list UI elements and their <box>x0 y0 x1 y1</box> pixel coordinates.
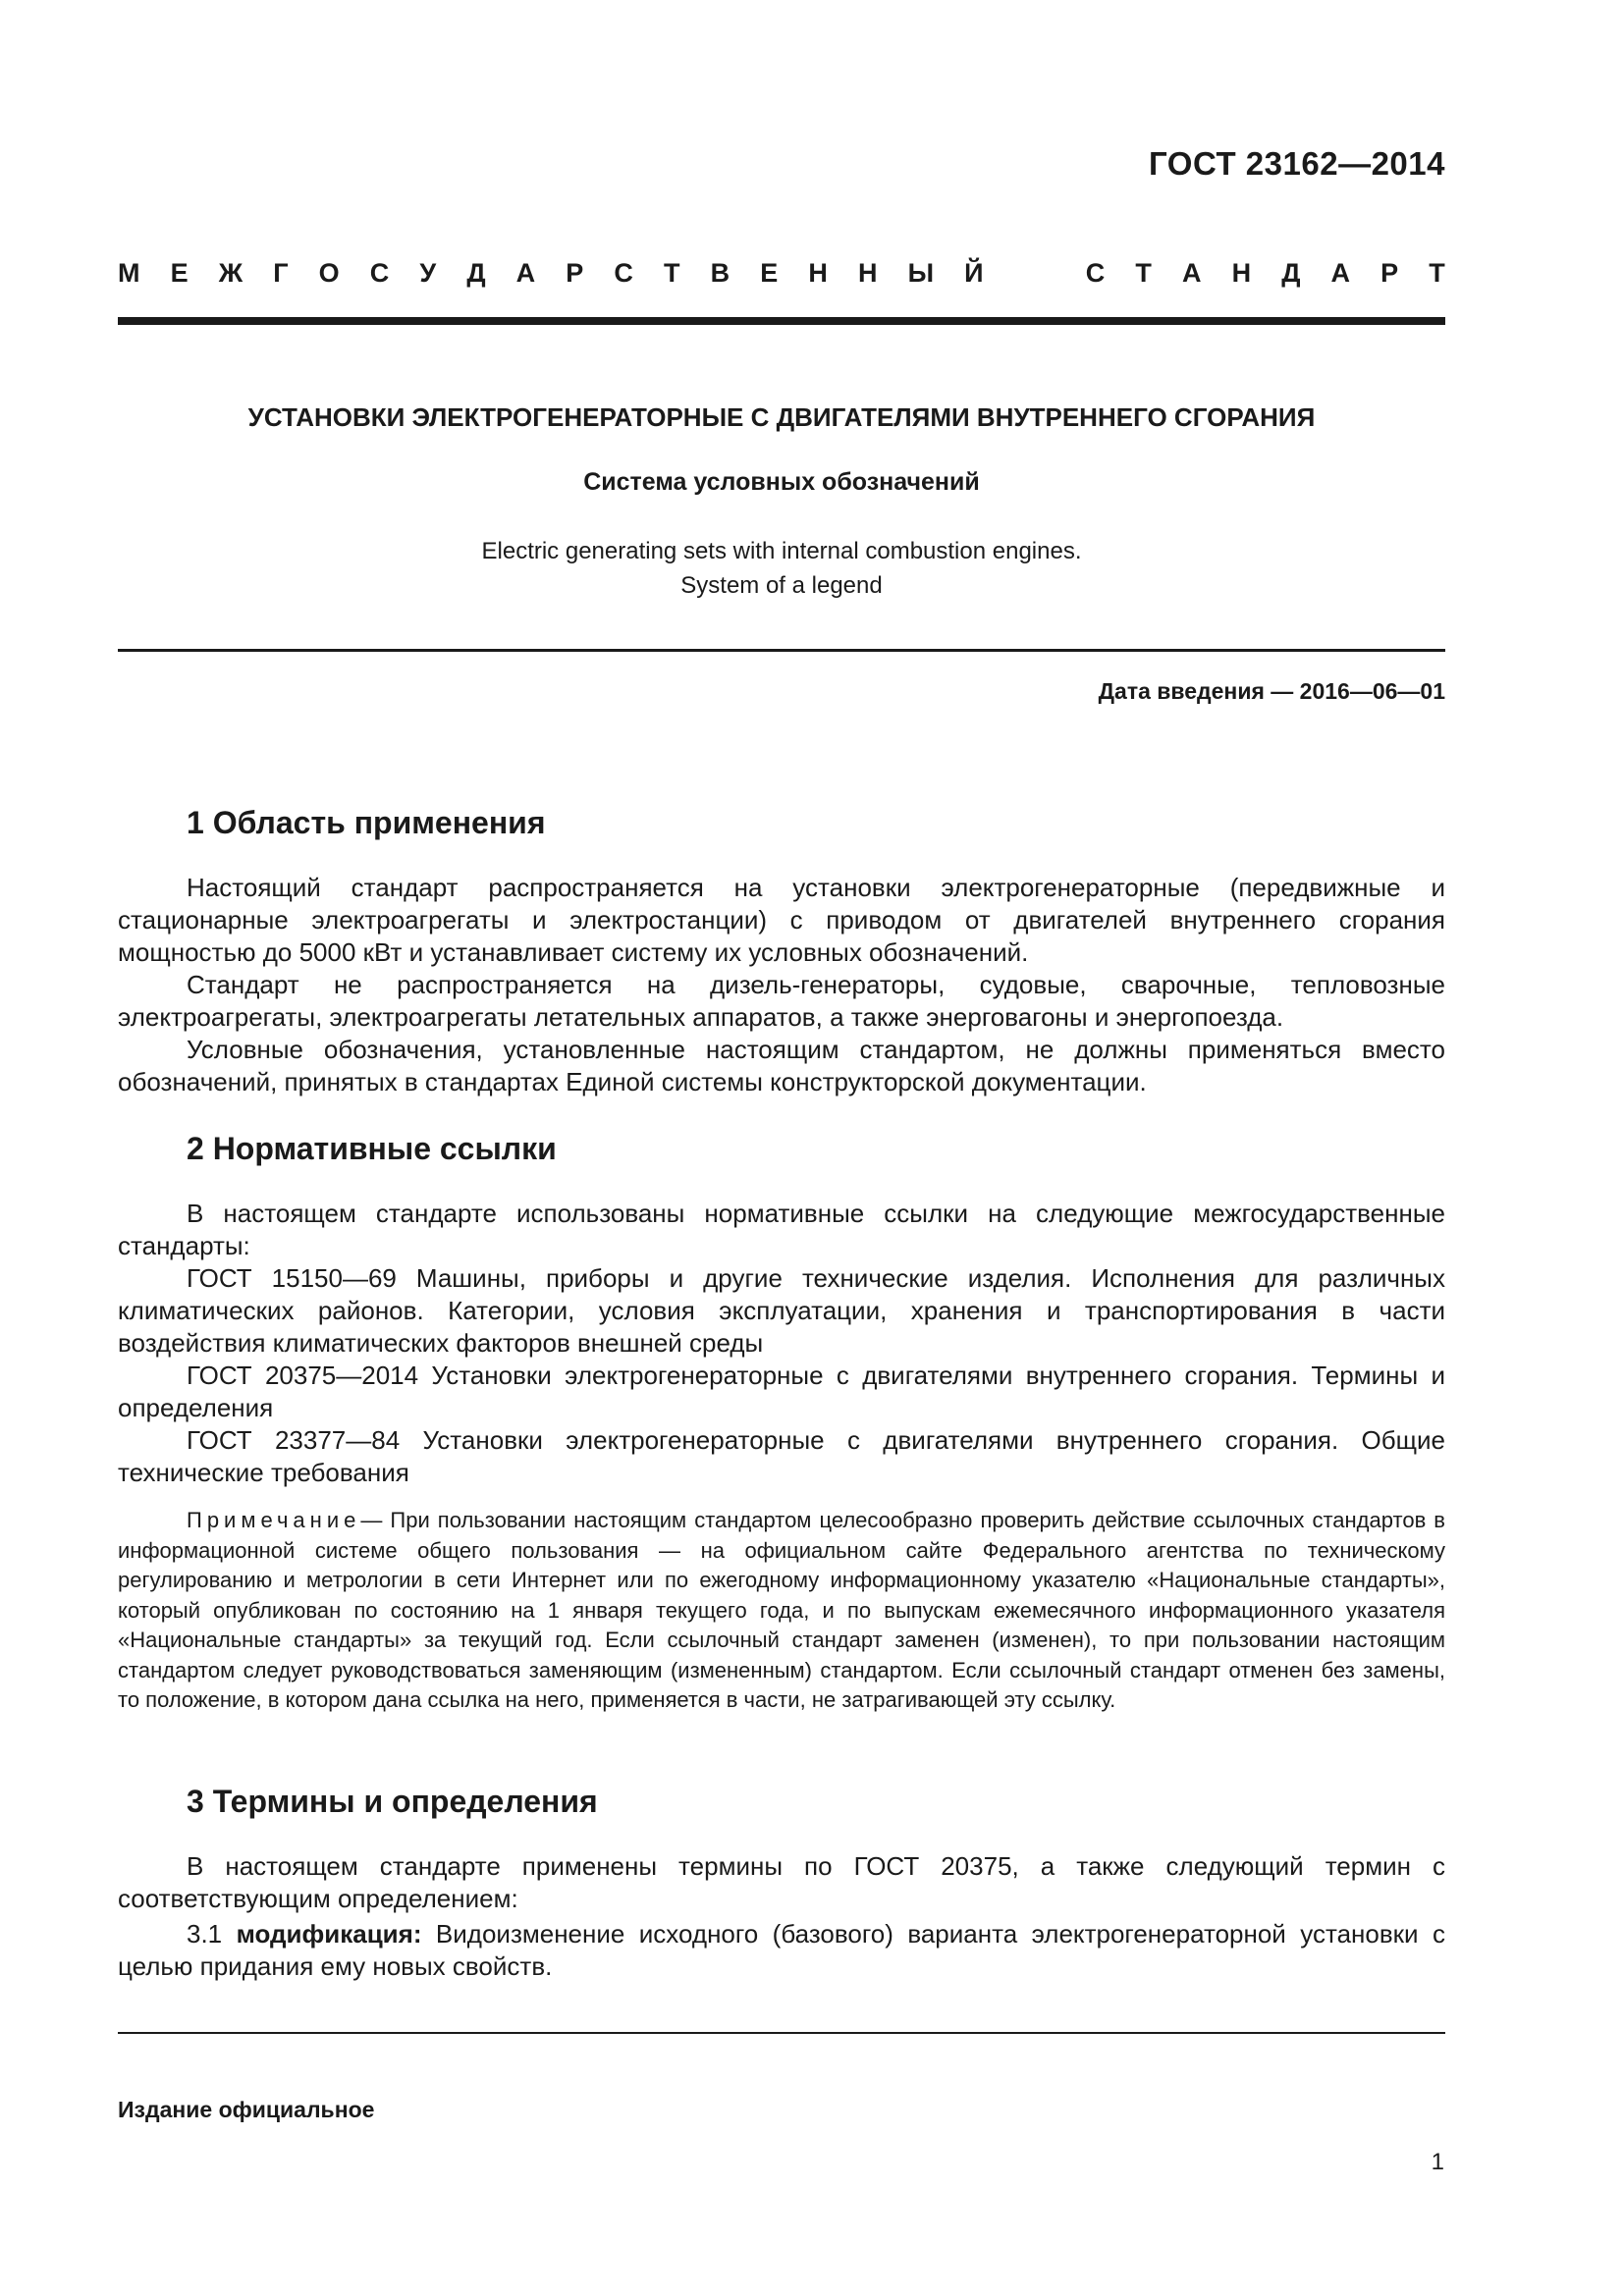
banner-letter: С <box>1085 258 1106 288</box>
banner-letter: Н <box>857 258 878 288</box>
note <box>118 1506 1445 1716</box>
paragraph: В настоящем стандарте использованы нормативные ссылки на следующие межгосударственные стандарты: <box>118 1199 1445 1260</box>
document-number: ГОСТ 23162—2014 <box>1149 145 1445 182</box>
reference-item: ГОСТ 20375—2014 Установки электрогенераторные с двигателями внутреннего сгорания. Термины и определения <box>118 1361 1445 1422</box>
term-number: 3.1 <box>187 1919 223 1949</box>
banner-letter: Г <box>273 258 289 288</box>
banner-letter: Е <box>170 258 189 288</box>
paragraph: Условные обозначения, установленные настоящим стандартом, не должны применяться вместо обозначений, принятых в стандартах Единой системы конструкторской документации. <box>118 1035 1445 1096</box>
banner-letter: В <box>710 258 730 288</box>
note-text: — При пользовании настоящим стандартом целесообразно проверить действие ссылочных стандартов в информационной системе общего пользования — на официальном сайте Федерального агентства по техническому регулированию и метрологии в сети Интернет или по ежегодному информационному указателю «Национальные стандарты», который опубликован по состоянию на 1 января текущего года, и по выпускам ежемесячного информационного указателя «Национальные стандарты» за текущий год. Если ссылочный стандарт заменен (изменен), то при пользовании настоящим стандартом следует руководствоваться заменяющим (измененным) стандартом. Если ссылочный стандарт отменен без замены, то положение, в котором дана ссылка на него, применяется в части, не затрагивающей эту ссылку. <box>118 1508 1445 1712</box>
introduction-date: Дата введения — 2016—06—01 <box>1098 678 1445 704</box>
banner-letter: А <box>1181 258 1202 288</box>
banner-letter: Ж <box>218 258 243 288</box>
section-heading: 2 Нормативные ссылки <box>187 1131 557 1166</box>
banner-letter: Е <box>760 258 779 288</box>
footer-divider <box>118 2032 1445 2034</box>
banner-letter: Н <box>808 258 828 288</box>
banner-letter: Р <box>1380 258 1399 288</box>
paragraph: В настоящем стандарте применены термины по ГОСТ 20375, а также следующий термин с соответствующим определением: <box>118 1851 1445 1913</box>
reference-item: ГОСТ 15150—69 Машины, приборы и другие технические изделия. Исполнения для различных климатических районов. Категории, условия эксплуатации, хранения и транспортирования в части воздействия климатических факторов внешней среды <box>118 1263 1445 1358</box>
banner-letter: А <box>515 258 536 288</box>
document-title: УСТАНОВКИ ЭЛЕКТРОГЕНЕРАТОРНЫЕ С ДВИГАТЕЛЯМИ ВНУТРЕННЕГО СГОРАНИЯ <box>247 402 1316 432</box>
definition: Видоизменение исходного (базового) варианта электрогенераторной установки с целью придания ему новых свойств. <box>118 1919 1445 1981</box>
note-label: Примечание <box>187 1508 361 1532</box>
paragraph: Стандарт не распространяется на дизель-генераторы, судовые, сварочные, тепловозные электроагрегаты, электроагрегаты летательных аппаратов, а также энерговагоны и энергопоезда. <box>118 970 1445 1032</box>
paragraph: Настоящий стандарт распространяется на установки электрогенераторные (передвижные и стационарные электроагрегаты и электростанции) с приводом от двигателей внутреннего сгорания мощностью до 5000 кВт и устанавливает систему их условных обозначений. <box>118 873 1445 967</box>
section-heading: 3 Термины и определения <box>187 1784 598 1819</box>
banner-letter: М <box>118 258 140 288</box>
banner-letter: Н <box>1231 258 1252 288</box>
banner-word-gap <box>1014 258 1055 289</box>
english-title <box>118 534 1445 603</box>
title-divider <box>118 649 1445 652</box>
banner-letter: Й <box>964 258 984 288</box>
banner-letter: Ы <box>907 258 935 288</box>
english-title-line: Electric generating sets with internal combustion engines. <box>481 538 1082 564</box>
banner-letter: Т <box>664 258 680 288</box>
banner-letter: С <box>369 258 390 288</box>
term: модификация: <box>236 1919 422 1949</box>
term-definition <box>118 1918 1445 1983</box>
standard-type-banner <box>118 258 1445 289</box>
banner-letter: Т <box>1429 258 1445 288</box>
banner-letter: У <box>419 258 437 288</box>
banner-letter: Д <box>1281 258 1301 288</box>
page-number: 1 <box>1431 2149 1444 2175</box>
banner-letter: О <box>318 258 340 288</box>
document-subtitle: Система условных обозначений <box>583 468 980 496</box>
header-divider <box>118 317 1445 325</box>
banner-letter: С <box>614 258 633 288</box>
banner-letter: А <box>1330 258 1351 288</box>
banner-letter: Т <box>1135 258 1152 288</box>
edition-label: Издание официальное <box>118 2097 375 2122</box>
section-heading: 1 Область применения <box>187 805 546 840</box>
english-title-line: System of a legend <box>680 572 883 599</box>
banner-letter: Д <box>466 258 486 288</box>
reference-item: ГОСТ 23377—84 Установки электрогенераторные с двигателями внутреннего сгорания. Общие технические требования <box>118 1425 1445 1487</box>
banner-letter: Р <box>566 258 584 288</box>
